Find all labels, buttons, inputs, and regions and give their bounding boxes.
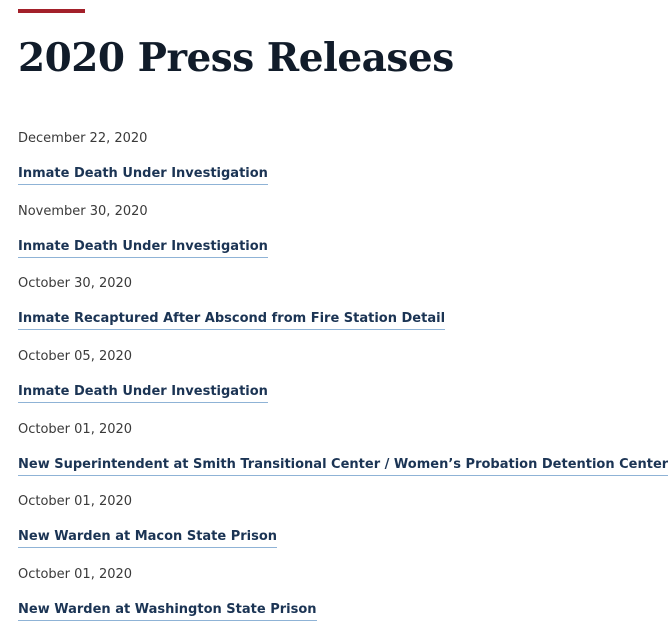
list-item [18,344,593,417]
page-title: 2020 Press Releases [18,35,454,81]
release-link[interactable]: Inmate Death Under Investigation [18,382,268,403]
release-link[interactable]: New Warden at Washington State Prison [18,600,317,621]
release-date: December 22, 2020 [18,131,148,146]
list-item [18,271,593,344]
release-link[interactable]: Inmate Death Under Investigation [18,237,268,258]
list-item [18,489,593,562]
release-link[interactable]: Inmate Recaptured After Abscond from Fire Station Detail [18,309,445,330]
release-date: October 30, 2020 [18,276,133,292]
release-date: October 01, 2020 [18,494,133,510]
release-date: November 30, 2020 [18,203,148,219]
title-accent-bar [18,9,85,13]
release-link[interactable]: New Superintendent at Smith Transitional Center / Women’s Probation Detention Center [18,455,668,476]
press-release-list [18,126,668,635]
release-date: October 05, 2020 [18,349,133,365]
list-item [18,126,593,199]
release-link[interactable]: Inmate Death Under Investigation [18,164,268,185]
release-link[interactable]: New Warden at Macon State Prison [18,527,277,548]
release-date: October 01, 2020 [18,567,133,583]
release-date: October 01, 2020 [18,421,133,437]
list-item [18,199,593,272]
list-item [18,417,668,490]
list-item [18,562,593,635]
